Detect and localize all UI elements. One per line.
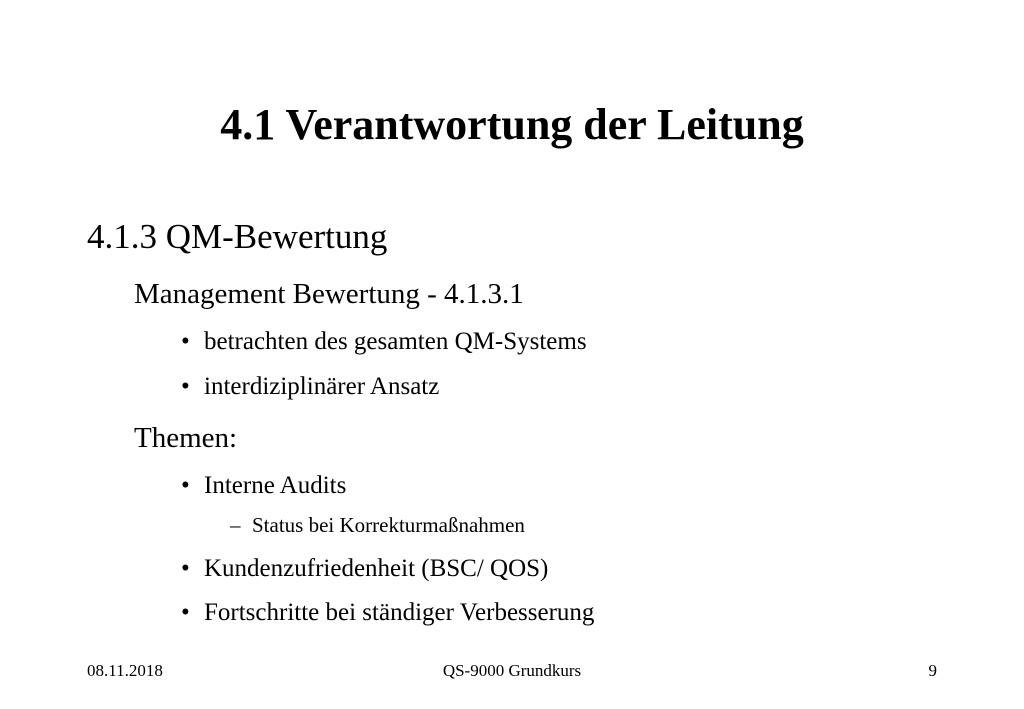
list-item-text: interdiziplinärer Ansatz xyxy=(204,373,440,400)
slide-title: 4.1 Verantwortung der Leitung xyxy=(220,100,804,149)
list-item xyxy=(181,554,548,584)
sub-list-item xyxy=(230,512,525,538)
list-item xyxy=(181,471,346,501)
list-item xyxy=(181,372,439,402)
bullet-icon: • xyxy=(181,599,190,626)
list-item-text: Kundenzufriedenheit (BSC/ QOS) xyxy=(204,555,549,582)
list-item xyxy=(181,598,594,628)
bullet-icon: • xyxy=(181,555,190,582)
section-heading: 4.1.3 QM-Bewertung xyxy=(87,217,388,256)
footer-date: 08.11.2018 xyxy=(87,661,163,680)
list-item-text: betrachten des gesamten QM-Systems xyxy=(204,328,587,355)
sub-list-item-text: Status bei Korrekturmaßnahmen xyxy=(252,513,525,537)
list-item-text: Interne Audits xyxy=(204,472,347,499)
subsection-management-review: Management Bewertung - 4.1.3.1 xyxy=(134,278,524,310)
subsection-topics: Themen: xyxy=(134,422,238,454)
footer-course-name: QS-9000 Grundkurs xyxy=(442,661,582,680)
bullet-icon: • xyxy=(181,328,190,355)
footer-page-number: 9 xyxy=(928,661,937,680)
bullet-icon: • xyxy=(181,373,190,400)
list-item-text: Fortschritte bei ständiger Verbesserung xyxy=(204,599,595,626)
bullet-icon: • xyxy=(181,472,190,499)
list-item xyxy=(181,327,587,357)
dash-icon: – xyxy=(230,513,241,537)
